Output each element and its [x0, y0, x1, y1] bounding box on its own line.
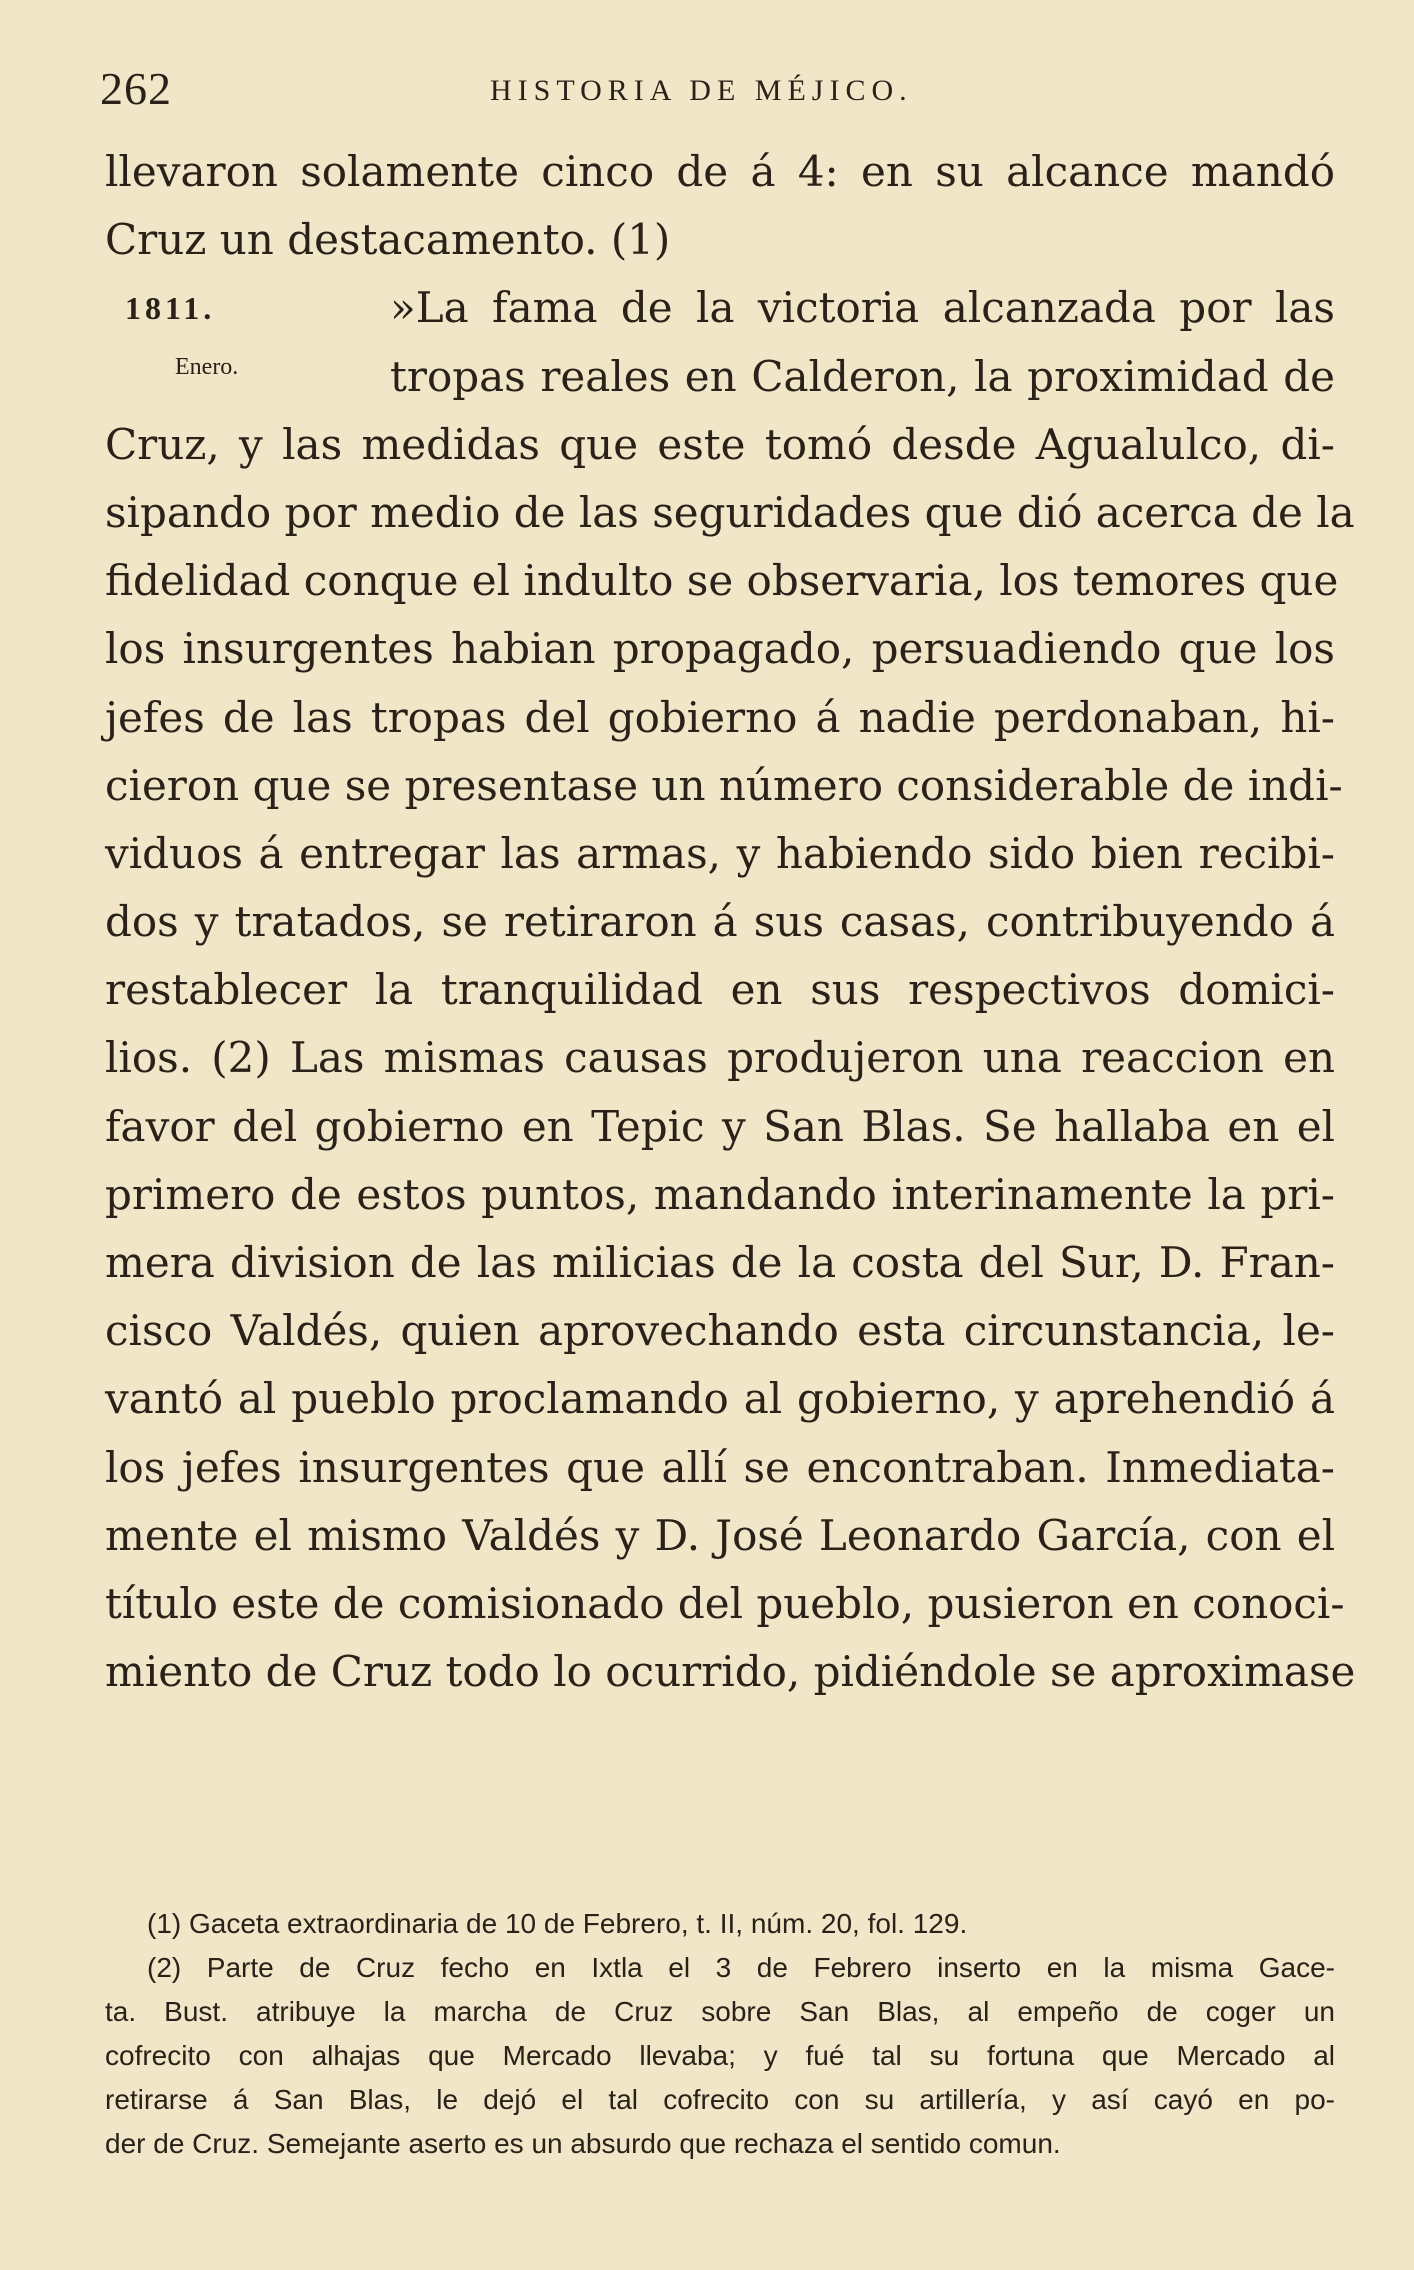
body-line: viduos á entregar las armas, y habiendo sido bien recibi-: [105, 828, 1335, 878]
body-line: cieron que se presentase un número considerable de indi-: [105, 760, 1343, 810]
footnote-2-line: (2) Parte de Cruz fecho en Ixtla el 3 de Febrero inserto en la misma Gace-: [147, 1952, 1335, 1983]
body-line: favor del gobierno en Tepic y San Blas. Se hallaba en el: [105, 1101, 1335, 1151]
body-line: vantó al pueblo proclamando al gobierno, y aprehendió á: [105, 1374, 1335, 1424]
footnote-1: (1) Gaceta extraordinaria de 10 de Febrero, t. II, núm. 20, fol. 129.: [147, 1908, 968, 1939]
body-line: título este de comisionado del pueblo, pusieron en conoci-: [105, 1578, 1345, 1628]
body-line: mente el mismo Valdés y D. José Leonardo García, con el: [105, 1510, 1335, 1560]
margin-note-month: Enero.: [175, 354, 239, 380]
body-line: »La fama de la victoria alcanzada por las: [390, 283, 1335, 333]
body-text: [105, 138, 1356, 1706]
running-title: HISTORIA DE MÉJICO.: [490, 74, 913, 107]
body-line: mera division de las milicias de la costa del Sur, D. Fran-: [105, 1238, 1335, 1287]
body-line: miento de Cruz todo lo ocurrido, pidiéndole se aproximase: [105, 1647, 1356, 1697]
footnote-2-line: cofrecito con alhajas que Mercado llevaba; y fué tal su fortuna que Mercado al: [105, 2040, 1335, 2071]
body-line: primero de estos puntos, mandando interinamente la pri-: [105, 1169, 1335, 1219]
body-line: los insurgentes habian propagado, persuadiendo que los: [105, 624, 1335, 674]
footnote-2-line: ta. Bust. atribuye la marcha de Cruz sobre San Blas, al empeño de coger un: [105, 1996, 1335, 2027]
footnotes: [105, 1902, 1335, 2166]
body-line: llevaron solamente cinco de á 4: en su alcance mandó: [105, 147, 1335, 196]
body-line: sipando por medio de las seguridades que dió acerca de la: [105, 487, 1355, 537]
body-line: restablecer la tranquilidad en sus respectivos domici-: [105, 965, 1335, 1015]
margin-note-year: 1811.: [125, 290, 216, 326]
body-line: fidelidad conque el indulto se observaria, los temores que: [105, 556, 1339, 606]
footnote-2-line: der de Cruz. Semejante aserto es un absurdo que rechaza el sentido comun.: [105, 2128, 1061, 2159]
page-header: [100, 62, 1340, 122]
body-line: Cruz un destacamento. (1): [105, 215, 671, 265]
footnote-2-line: retirarse á San Blas, le dejó el tal cofrecito con su artillería, y así cayó en po-: [105, 2084, 1335, 2115]
body-line: tropas reales en Calderon, la proximidad de: [390, 351, 1335, 401]
page-number: 262: [100, 63, 172, 114]
body-line: lios. (2) Las mismas causas produjeron una reaccion en: [105, 1033, 1335, 1083]
body-line: Cruz, y las medidas que este tomó desde Agualulco, di-: [105, 419, 1335, 469]
body-line: dos y tratados, se retiraron á sus casas, contribuyendo á: [105, 897, 1335, 947]
body-line: los jefes insurgentes que allí se encontraban. Inmediata-: [105, 1442, 1335, 1492]
body-line: jefes de las tropas del gobierno á nadie perdonaban, hi-: [105, 692, 1335, 742]
body-line: cisco Valdés, quien aprovechando esta circunstancia, le-: [105, 1306, 1335, 1356]
